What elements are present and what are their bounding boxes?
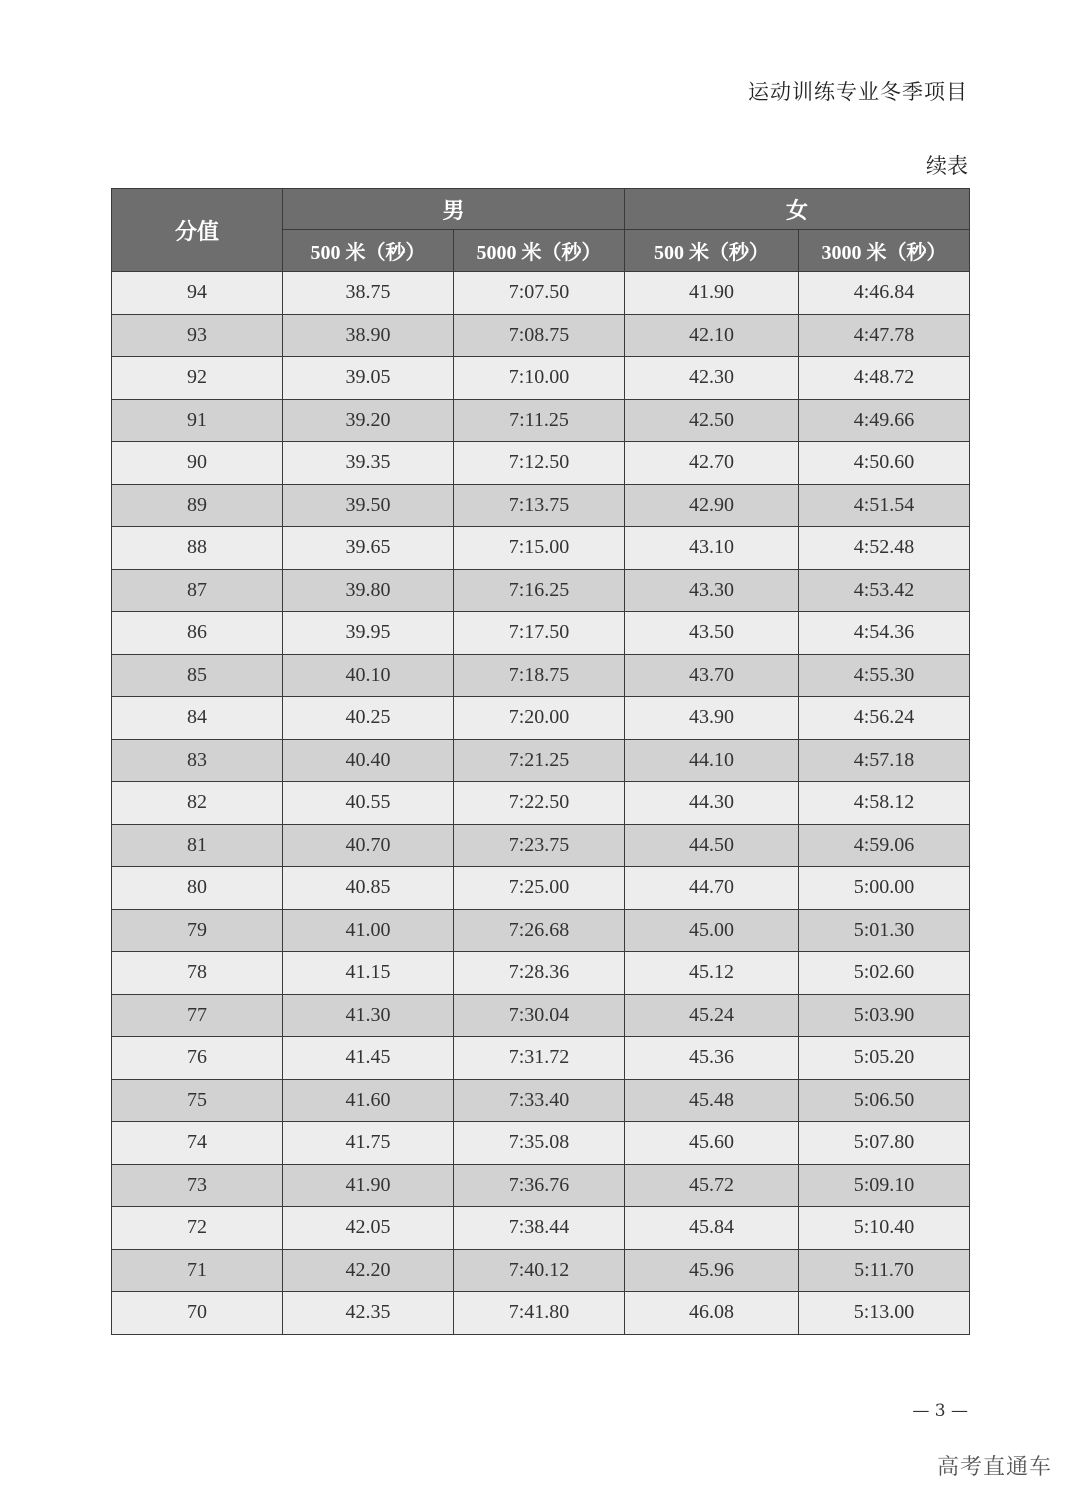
table-header bbox=[112, 189, 970, 272]
male-500m-cell: 42.20 bbox=[283, 1249, 454, 1292]
table-row bbox=[112, 867, 970, 910]
score-table bbox=[111, 188, 970, 1335]
female-500m-cell: 43.90 bbox=[625, 697, 799, 740]
table-row bbox=[112, 1249, 970, 1292]
female-3000m-cell: 5:07.80 bbox=[799, 1122, 970, 1165]
male-5000m-cell: 7:35.08 bbox=[454, 1122, 625, 1165]
male-500m-cell: 39.50 bbox=[283, 484, 454, 527]
male-500m-cell: 39.95 bbox=[283, 612, 454, 655]
column-header-female-3000m: 3000 米（秒） bbox=[799, 230, 970, 272]
score-cell: 86 bbox=[112, 612, 283, 655]
male-5000m-cell: 7:10.00 bbox=[454, 357, 625, 400]
score-cell: 90 bbox=[112, 442, 283, 485]
score-cell: 83 bbox=[112, 739, 283, 782]
male-5000m-cell: 7:36.76 bbox=[454, 1164, 625, 1207]
score-cell: 94 bbox=[112, 272, 283, 315]
male-5000m-cell: 7:13.75 bbox=[454, 484, 625, 527]
male-500m-cell: 38.75 bbox=[283, 272, 454, 315]
table-row bbox=[112, 824, 970, 867]
table-row bbox=[112, 1207, 970, 1250]
score-cell: 92 bbox=[112, 357, 283, 400]
score-cell: 87 bbox=[112, 569, 283, 612]
female-3000m-cell: 4:50.60 bbox=[799, 442, 970, 485]
female-500m-cell: 43.10 bbox=[625, 527, 799, 570]
table-row bbox=[112, 442, 970, 485]
table-row bbox=[112, 739, 970, 782]
score-cell: 89 bbox=[112, 484, 283, 527]
female-500m-cell: 45.24 bbox=[625, 994, 799, 1037]
score-cell: 80 bbox=[112, 867, 283, 910]
female-3000m-cell: 5:13.00 bbox=[799, 1292, 970, 1335]
female-500m-cell: 45.96 bbox=[625, 1249, 799, 1292]
male-500m-cell: 40.55 bbox=[283, 782, 454, 825]
table-row bbox=[112, 399, 970, 442]
page-number: — 3 — bbox=[912, 1401, 968, 1421]
table-row bbox=[112, 357, 970, 400]
male-500m-cell: 41.90 bbox=[283, 1164, 454, 1207]
score-cell: 93 bbox=[112, 314, 283, 357]
document-section-title: 运动训练专业冬季项目 bbox=[748, 80, 968, 104]
male-5000m-cell: 7:25.00 bbox=[454, 867, 625, 910]
male-5000m-cell: 7:08.75 bbox=[454, 314, 625, 357]
table-row bbox=[112, 314, 970, 357]
female-500m-cell: 45.12 bbox=[625, 952, 799, 995]
score-cell: 74 bbox=[112, 1122, 283, 1165]
female-3000m-cell: 4:59.06 bbox=[799, 824, 970, 867]
female-3000m-cell: 4:57.18 bbox=[799, 739, 970, 782]
female-3000m-cell: 5:10.40 bbox=[799, 1207, 970, 1250]
male-5000m-cell: 7:17.50 bbox=[454, 612, 625, 655]
male-500m-cell: 41.00 bbox=[283, 909, 454, 952]
male-5000m-cell: 7:16.25 bbox=[454, 569, 625, 612]
female-3000m-cell: 5:09.10 bbox=[799, 1164, 970, 1207]
female-3000m-cell: 4:46.84 bbox=[799, 272, 970, 315]
male-5000m-cell: 7:41.80 bbox=[454, 1292, 625, 1335]
female-500m-cell: 43.70 bbox=[625, 654, 799, 697]
table-row bbox=[112, 1079, 970, 1122]
female-500m-cell: 45.84 bbox=[625, 1207, 799, 1250]
male-group-header: 男 bbox=[283, 189, 625, 230]
score-cell: 71 bbox=[112, 1249, 283, 1292]
male-5000m-cell: 7:21.25 bbox=[454, 739, 625, 782]
score-cell: 81 bbox=[112, 824, 283, 867]
female-500m-cell: 44.50 bbox=[625, 824, 799, 867]
table-row bbox=[112, 569, 970, 612]
male-500m-cell: 39.35 bbox=[283, 442, 454, 485]
male-500m-cell: 40.25 bbox=[283, 697, 454, 740]
male-5000m-cell: 7:18.75 bbox=[454, 654, 625, 697]
male-500m-cell: 39.20 bbox=[283, 399, 454, 442]
table-body bbox=[112, 272, 970, 1335]
female-500m-cell: 43.30 bbox=[625, 569, 799, 612]
male-5000m-cell: 7:38.44 bbox=[454, 1207, 625, 1250]
male-5000m-cell: 7:22.50 bbox=[454, 782, 625, 825]
female-500m-cell: 44.10 bbox=[625, 739, 799, 782]
female-3000m-cell: 4:51.54 bbox=[799, 484, 970, 527]
female-group-header: 女 bbox=[625, 189, 970, 230]
female-500m-cell: 42.70 bbox=[625, 442, 799, 485]
score-cell: 78 bbox=[112, 952, 283, 995]
female-3000m-cell: 5:06.50 bbox=[799, 1079, 970, 1122]
female-3000m-cell: 4:52.48 bbox=[799, 527, 970, 570]
male-500m-cell: 39.65 bbox=[283, 527, 454, 570]
male-500m-cell: 41.45 bbox=[283, 1037, 454, 1080]
table-row bbox=[112, 1292, 970, 1335]
female-500m-cell: 41.90 bbox=[625, 272, 799, 315]
male-500m-cell: 39.05 bbox=[283, 357, 454, 400]
male-5000m-cell: 7:28.36 bbox=[454, 952, 625, 995]
table-row bbox=[112, 654, 970, 697]
table-row bbox=[112, 612, 970, 655]
female-3000m-cell: 5:05.20 bbox=[799, 1037, 970, 1080]
male-500m-cell: 39.80 bbox=[283, 569, 454, 612]
female-3000m-cell: 5:02.60 bbox=[799, 952, 970, 995]
table-row bbox=[112, 994, 970, 1037]
male-500m-cell: 42.05 bbox=[283, 1207, 454, 1250]
male-5000m-cell: 7:11.25 bbox=[454, 399, 625, 442]
score-cell: 77 bbox=[112, 994, 283, 1037]
score-cell: 70 bbox=[112, 1292, 283, 1335]
table-row bbox=[112, 909, 970, 952]
male-5000m-cell: 7:20.00 bbox=[454, 697, 625, 740]
score-cell: 79 bbox=[112, 909, 283, 952]
table-row bbox=[112, 272, 970, 315]
table-row bbox=[112, 1164, 970, 1207]
column-header-male-500m: 500 米（秒） bbox=[283, 230, 454, 272]
male-500m-cell: 40.70 bbox=[283, 824, 454, 867]
female-500m-cell: 43.50 bbox=[625, 612, 799, 655]
table-row bbox=[112, 1037, 970, 1080]
male-500m-cell: 42.35 bbox=[283, 1292, 454, 1335]
continued-table-label: 续表 bbox=[926, 154, 968, 178]
female-500m-cell: 42.90 bbox=[625, 484, 799, 527]
score-column-header: 分值 bbox=[112, 189, 283, 272]
score-cell: 75 bbox=[112, 1079, 283, 1122]
female-500m-cell: 45.72 bbox=[625, 1164, 799, 1207]
female-500m-cell: 44.30 bbox=[625, 782, 799, 825]
female-3000m-cell: 4:54.36 bbox=[799, 612, 970, 655]
female-3000m-cell: 5:01.30 bbox=[799, 909, 970, 952]
table-row bbox=[112, 697, 970, 740]
female-3000m-cell: 4:55.30 bbox=[799, 654, 970, 697]
male-5000m-cell: 7:33.40 bbox=[454, 1079, 625, 1122]
female-500m-cell: 45.00 bbox=[625, 909, 799, 952]
male-5000m-cell: 7:30.04 bbox=[454, 994, 625, 1037]
male-500m-cell: 38.90 bbox=[283, 314, 454, 357]
score-cell: 88 bbox=[112, 527, 283, 570]
table-row bbox=[112, 782, 970, 825]
female-3000m-cell: 4:49.66 bbox=[799, 399, 970, 442]
female-500m-cell: 42.30 bbox=[625, 357, 799, 400]
score-cell: 84 bbox=[112, 697, 283, 740]
score-cell: 73 bbox=[112, 1164, 283, 1207]
female-3000m-cell: 4:56.24 bbox=[799, 697, 970, 740]
female-500m-cell: 45.60 bbox=[625, 1122, 799, 1165]
watermark-text: 高考直通车 bbox=[936, 1455, 1052, 1480]
female-500m-cell: 42.50 bbox=[625, 399, 799, 442]
male-500m-cell: 41.15 bbox=[283, 952, 454, 995]
female-500m-cell: 45.48 bbox=[625, 1079, 799, 1122]
female-3000m-cell: 5:03.90 bbox=[799, 994, 970, 1037]
female-3000m-cell: 5:00.00 bbox=[799, 867, 970, 910]
female-3000m-cell: 4:58.12 bbox=[799, 782, 970, 825]
female-500m-cell: 46.08 bbox=[625, 1292, 799, 1335]
female-500m-cell: 45.36 bbox=[625, 1037, 799, 1080]
table-row bbox=[112, 527, 970, 570]
male-5000m-cell: 7:40.12 bbox=[454, 1249, 625, 1292]
female-500m-cell: 44.70 bbox=[625, 867, 799, 910]
male-500m-cell: 41.60 bbox=[283, 1079, 454, 1122]
male-500m-cell: 40.40 bbox=[283, 739, 454, 782]
female-3000m-cell: 4:53.42 bbox=[799, 569, 970, 612]
score-cell: 82 bbox=[112, 782, 283, 825]
male-5000m-cell: 7:31.72 bbox=[454, 1037, 625, 1080]
table-row bbox=[112, 952, 970, 995]
male-5000m-cell: 7:23.75 bbox=[454, 824, 625, 867]
male-500m-cell: 41.30 bbox=[283, 994, 454, 1037]
female-3000m-cell: 4:47.78 bbox=[799, 314, 970, 357]
table-row bbox=[112, 484, 970, 527]
female-3000m-cell: 5:11.70 bbox=[799, 1249, 970, 1292]
male-5000m-cell: 7:07.50 bbox=[454, 272, 625, 315]
female-3000m-cell: 4:48.72 bbox=[799, 357, 970, 400]
male-5000m-cell: 7:12.50 bbox=[454, 442, 625, 485]
score-cell: 72 bbox=[112, 1207, 283, 1250]
male-500m-cell: 40.10 bbox=[283, 654, 454, 697]
male-500m-cell: 40.85 bbox=[283, 867, 454, 910]
column-header-male-5000m: 5000 米（秒） bbox=[454, 230, 625, 272]
male-5000m-cell: 7:15.00 bbox=[454, 527, 625, 570]
male-5000m-cell: 7:26.68 bbox=[454, 909, 625, 952]
male-500m-cell: 41.75 bbox=[283, 1122, 454, 1165]
score-cell: 76 bbox=[112, 1037, 283, 1080]
column-header-female-500m: 500 米（秒） bbox=[625, 230, 799, 272]
female-500m-cell: 42.10 bbox=[625, 314, 799, 357]
score-cell: 85 bbox=[112, 654, 283, 697]
score-cell: 91 bbox=[112, 399, 283, 442]
table-row bbox=[112, 1122, 970, 1165]
